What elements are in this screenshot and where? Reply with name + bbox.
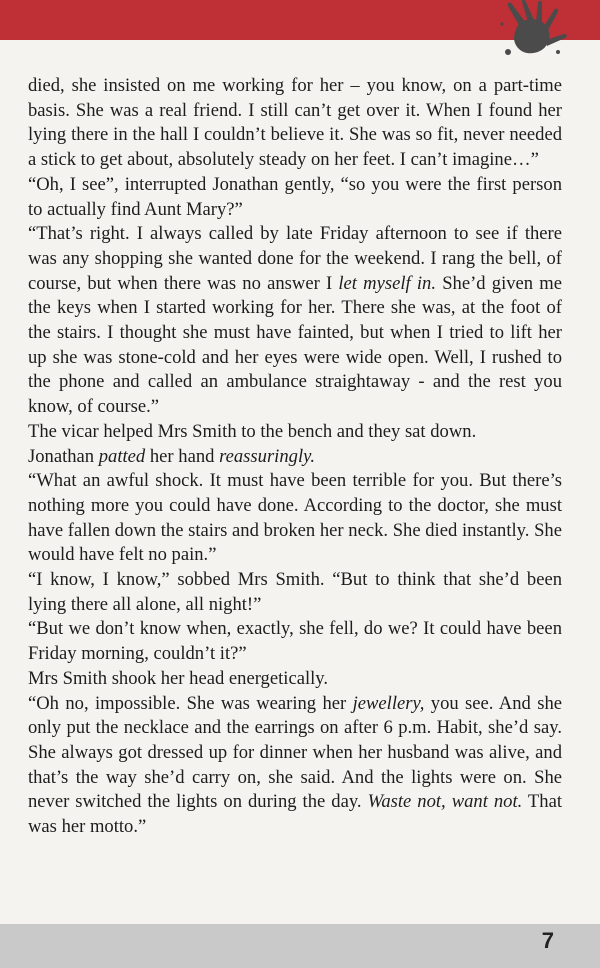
paragraph — [28, 617, 562, 666]
italic-phrase: Waste not, want not. — [367, 791, 523, 813]
story-text — [28, 74, 562, 840]
paragraph — [28, 445, 562, 470]
handprint-icon — [488, 0, 572, 66]
text-run: you see. And she only put the necklace and the earrings on after 6 p.m. Habit, she’d say. She always got dressed up for dinner when her husband was alive, and that’s the way she’d carry on, she said. And the lights were on. She never switched the lights on during the day. — [28, 692, 563, 813]
paragraph — [28, 667, 562, 692]
text-run: “That’s right. I always called by late Friday afternoon to see if there was any shopping she wanted done for the weekend. I rang the bell, of course, but when there was no answer I — [28, 223, 562, 294]
text-run: Jonathan — [28, 445, 99, 467]
paragraph — [28, 469, 562, 568]
text-run: The vicar helped Mrs Smith to the bench and they sat down. — [28, 420, 477, 442]
text-run: She’d given me the keys when I started working for her. There she was, at the foot of the stairs. I thought she must have fainted, but when I tried to lift her up she was stone-cold and her eyes were wide open. Well, I rushed to the phone and called an ambulance straightaway - and the rest you know, of course.” — [28, 272, 562, 418]
paragraph — [28, 173, 562, 222]
bottom-color-band — [0, 924, 600, 968]
paragraph — [28, 692, 562, 840]
text-run: Mrs Smith shook her head energetically. — [28, 667, 329, 689]
italic-phrase: reassuringly. — [219, 445, 315, 467]
text-run: “But we don’t know when, exactly, she fell, do we? It could have been Friday morning, couldn’t it?” — [28, 618, 562, 665]
italic-phrase: jewellery, — [352, 692, 425, 714]
italic-phrase: patted — [98, 445, 146, 467]
text-run: “What an awful shock. It must have been terrible for you. But there’s nothing more you could have done. According to the doctor, she must have fallen down the stairs and broken her neck. She died instantly. She would have felt no pain.” — [28, 470, 562, 566]
page-number: 7 — [541, 928, 554, 953]
text-run: her hand — [145, 445, 220, 467]
italic-phrase: let myself in. — [338, 272, 436, 294]
paragraph — [28, 222, 562, 420]
paragraph — [28, 568, 562, 617]
text-run: “Oh, I see”, interrupted Jonathan gently, “so you were the first person to actually find Aunt Mary?” — [28, 173, 562, 220]
text-run: That was her motto.” — [28, 791, 563, 838]
text-run: “I know, I know,” sobbed Mrs Smith. “But to think that she’d been lying there all alone, all night!” — [28, 569, 562, 615]
text-run: died, she insisted on me working for her – you know, on a part-time basis. She was a real friend. I still can’t get over it. When I found her lying there in the hall I couldn’t believe it. She was so fit, never needed a stick to get about, absolutely steady on her feet. I can’t imagine…” — [28, 75, 562, 171]
paragraph — [28, 74, 562, 173]
text-run: “Oh no, impossible. She was wearing her — [28, 692, 353, 714]
paragraph — [28, 420, 562, 445]
